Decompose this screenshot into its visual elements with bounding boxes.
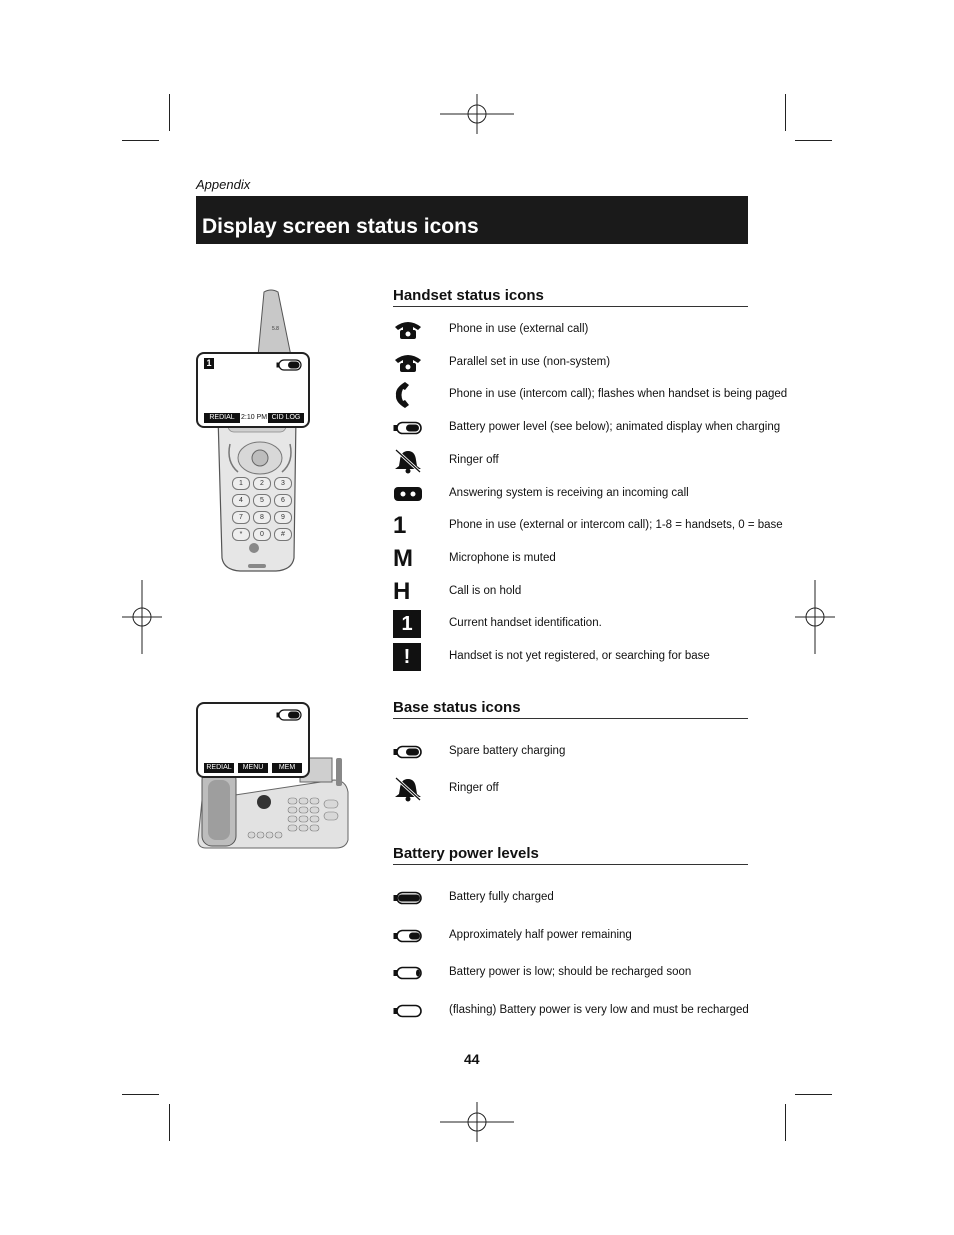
registration-mark-top	[440, 94, 514, 134]
status-row	[393, 958, 753, 988]
page-number: 44	[464, 1051, 480, 1067]
status-description: Call is on hold	[449, 584, 522, 597]
base-softkey-mem[interactable]: MEM	[272, 763, 302, 773]
answering-tape-icon	[393, 479, 423, 509]
battery-levels-heading: Battery power levels	[393, 845, 748, 865]
status-row	[393, 921, 753, 951]
status-description: (flashing) Battery power is very low and must be recharged	[449, 1003, 749, 1016]
handset-id-badge: 1	[204, 358, 214, 369]
handset-status-heading: Handset status icons	[393, 287, 748, 307]
base-softkey-menu[interactable]: MENU	[238, 763, 268, 773]
ringer-off-icon	[393, 446, 423, 476]
mute-icon-glyph: M	[393, 544, 413, 572]
keypad-key[interactable]: 9	[274, 511, 292, 524]
not-registered-icon-glyph: !	[393, 643, 421, 671]
antenna-label: 5.8	[272, 326, 279, 332]
title-bar	[196, 196, 748, 244]
registration-mark-left	[122, 580, 162, 654]
not-registered-icon	[393, 642, 423, 672]
status-row	[393, 544, 753, 574]
keypad-key[interactable]: 6	[274, 494, 292, 507]
status-row	[393, 348, 753, 378]
ringer-off-icon	[393, 774, 423, 804]
status-description: Phone in use (external or intercom call); 1-8 = handsets, 0 = base	[449, 519, 783, 532]
status-row	[393, 996, 753, 1026]
status-row	[393, 511, 783, 541]
status-description: Microphone is muted	[449, 551, 556, 564]
status-description: Current handset identification.	[449, 617, 602, 630]
keypad-key[interactable]: 5	[253, 494, 271, 507]
section-label: Appendix	[196, 177, 251, 192]
status-description: Ringer off	[449, 782, 499, 794]
status-row	[393, 737, 753, 767]
status-description: Phone in use (intercom call); flashes when handset is being paged	[449, 388, 788, 401]
page-title: Display screen status icons	[202, 215, 479, 238]
status-description: Ringer off	[449, 453, 499, 466]
line-number-icon-glyph: 1	[393, 512, 407, 540]
keypad-key[interactable]: 3	[274, 477, 292, 490]
keypad-key[interactable]: #	[274, 528, 292, 541]
hold-icon-glyph: H	[393, 577, 411, 605]
status-row	[393, 774, 753, 804]
lcd-time: 2:10 PM	[241, 414, 268, 421]
keypad-key[interactable]: 2	[253, 477, 271, 490]
status-description: Handset is not yet registered, or searching for base	[449, 650, 710, 662]
handset-id-icon-glyph: 1	[393, 610, 421, 638]
status-row	[393, 883, 753, 913]
registration-mark-bottom	[440, 1102, 514, 1142]
keypad-key[interactable]: 8	[253, 511, 271, 524]
parallel-set-icon	[393, 348, 423, 378]
status-row	[393, 609, 753, 639]
status-description: Battery power is low; should be recharged soon	[449, 966, 692, 978]
battery-icon	[393, 413, 423, 443]
intercom-handset-icon	[393, 380, 423, 410]
battery-full-icon	[393, 883, 423, 913]
base-lcd-battery-icon	[276, 709, 302, 721]
battery-low-icon	[393, 958, 423, 988]
handset-lcd	[196, 352, 310, 428]
status-description: Approximately half power remaining	[449, 928, 632, 941]
status-description: Parallel set in use (non-system)	[449, 355, 611, 368]
phone-external-icon	[393, 315, 423, 345]
status-description: Answering system is receiving an incoming call	[449, 486, 689, 499]
status-description: Spare battery charging	[449, 745, 566, 757]
handset-id-icon	[393, 609, 423, 639]
base-softkey-redial[interactable]: REDIAL	[204, 763, 234, 773]
status-row	[393, 315, 753, 345]
softkey-cid-log[interactable]: CID LOG	[268, 413, 304, 423]
status-description: Battery fully charged	[449, 891, 554, 903]
line-number-icon	[393, 511, 423, 541]
status-row	[393, 642, 753, 672]
status-row	[393, 446, 753, 476]
registration-mark-right	[795, 580, 835, 654]
keypad-key[interactable]: 0	[253, 528, 271, 541]
status-row	[393, 577, 753, 607]
battery-half-icon	[393, 921, 423, 951]
status-row	[393, 380, 788, 410]
status-description: Phone in use (external call)	[449, 323, 589, 335]
status-description: Battery power level (see below); animated display when charging	[449, 421, 781, 434]
battery-empty-icon	[393, 996, 423, 1026]
lcd-battery-icon	[276, 359, 302, 371]
keypad-key[interactable]: *	[232, 528, 250, 541]
keypad-key[interactable]: 7	[232, 511, 250, 524]
mute-icon	[393, 544, 423, 574]
status-row	[393, 413, 781, 443]
keypad-key[interactable]: 4	[232, 494, 250, 507]
softkey-redial[interactable]: REDIAL	[204, 413, 240, 423]
spare-battery-icon	[393, 737, 423, 767]
base-lcd	[196, 702, 310, 778]
hold-icon	[393, 577, 423, 607]
status-row	[393, 479, 753, 509]
base-status-heading: Base status icons	[393, 699, 748, 719]
keypad-key[interactable]: 1	[232, 477, 250, 490]
